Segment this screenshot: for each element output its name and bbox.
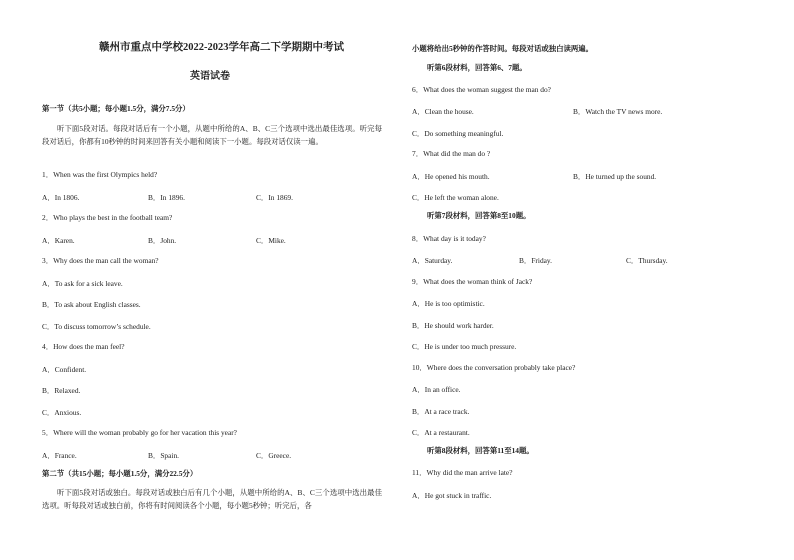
question-stem: 2．Who plays the best in the football team? (42, 213, 173, 222)
option: B．He turned up the sound. (573, 172, 657, 181)
material-heading: 听第8段材料，回答第11至14题。 (427, 446, 534, 455)
option: A．He is too optimistic. (412, 299, 485, 308)
question-stem: 4．How does the man feel? (42, 342, 125, 351)
option: B．Friday. (519, 256, 552, 265)
section1-instructions: 听下面5段对话。每段对话后有一个小题，从题中所给的A、B、C三个选项中选出最佳选项。听完每段对话后，你都有10秒钟的时间来回答有关小题和阅读下一小题。每段对话仅读一遍。 (42, 124, 382, 146)
option: A．He got stuck in traffic. (412, 491, 492, 500)
continued-instructions: 小题将给出5秒钟的作答时间。每段对话或独白读两遍。 (412, 44, 594, 53)
option: A．In an office. (412, 385, 461, 394)
option: A．France. (42, 451, 77, 460)
option: B．Relaxed. (42, 386, 81, 395)
option: A．To ask for a sick leave. (42, 279, 123, 288)
option: A．Saturday. (412, 256, 453, 265)
section1-heading: 第一节（共5小题；每小题1.5分，满分7.5分） (42, 104, 190, 113)
exam-title: 赣州市重点中学校2022-2023学年高二下学期期中考试 (99, 42, 344, 53)
option: A．In 1806. (42, 193, 80, 202)
question-stem: 1．When was the first Olympics held? (42, 170, 158, 179)
option: B．In 1896. (148, 193, 185, 202)
option: B．Watch the TV news more. (573, 107, 663, 116)
question-stem: 6．What does the woman suggest the man do? (412, 85, 551, 94)
option: C．Greece. (256, 451, 292, 460)
question-stem: 7．What did the man do ? (412, 149, 491, 158)
option: C．Do something meaningful. (412, 129, 504, 138)
section2-heading: 第二节（共15小题；每小题1.5分，满分22.5分） (42, 469, 198, 478)
option: C．Anxious. (42, 408, 82, 417)
question-stem: 3．Why does the man call the woman? (42, 256, 159, 265)
option: C．To discuss tomorrow’s schedule. (42, 322, 151, 331)
option: C．Mike. (256, 236, 286, 245)
option: B．John. (148, 236, 177, 245)
option: B．To ask about English classes. (42, 300, 141, 309)
question-stem: 8．What day is it today? (412, 234, 486, 243)
material-heading: 听第7段材料，回答第8至10题。 (427, 211, 531, 220)
option: B．At a race track. (412, 407, 470, 416)
option: A．Karen. (42, 236, 75, 245)
material-heading: 听第6段材料，回答第6、7题。 (427, 63, 527, 72)
question-stem: 9．What does the woman think of Jack? (412, 277, 533, 286)
option: A．He opened his mouth. (412, 172, 490, 181)
option: C．Thursday. (626, 256, 668, 265)
question-stem: 5．Where will the woman probably go for her vacation this year? (42, 428, 237, 437)
option: C．At a restaurant. (412, 428, 470, 437)
option: A．Clean the house. (412, 107, 474, 116)
option: A．Confident. (42, 365, 87, 374)
option: B．Spain. (148, 451, 180, 460)
question-stem: 11．Why did the man arrive late? (412, 468, 513, 477)
section2-instructions: 听下面5段对话或独白。每段对话或独白后有几个小题，从题中所给的A、B、C三个选项中选出最佳选项。听每段对话或独白前，你将有时间阅读各个小题，每小题5秒钟；听完后，各 (42, 488, 382, 510)
exam-subtitle: 英语试卷 (190, 71, 230, 82)
question-stem: 10．Where does the conversation probably take place? (412, 363, 576, 372)
option: B．He should work harder. (412, 321, 494, 330)
option: C．In 1869. (256, 193, 293, 202)
option: C．He is under too much pressure. (412, 342, 517, 351)
option: C．He left the woman alone. (412, 193, 499, 202)
